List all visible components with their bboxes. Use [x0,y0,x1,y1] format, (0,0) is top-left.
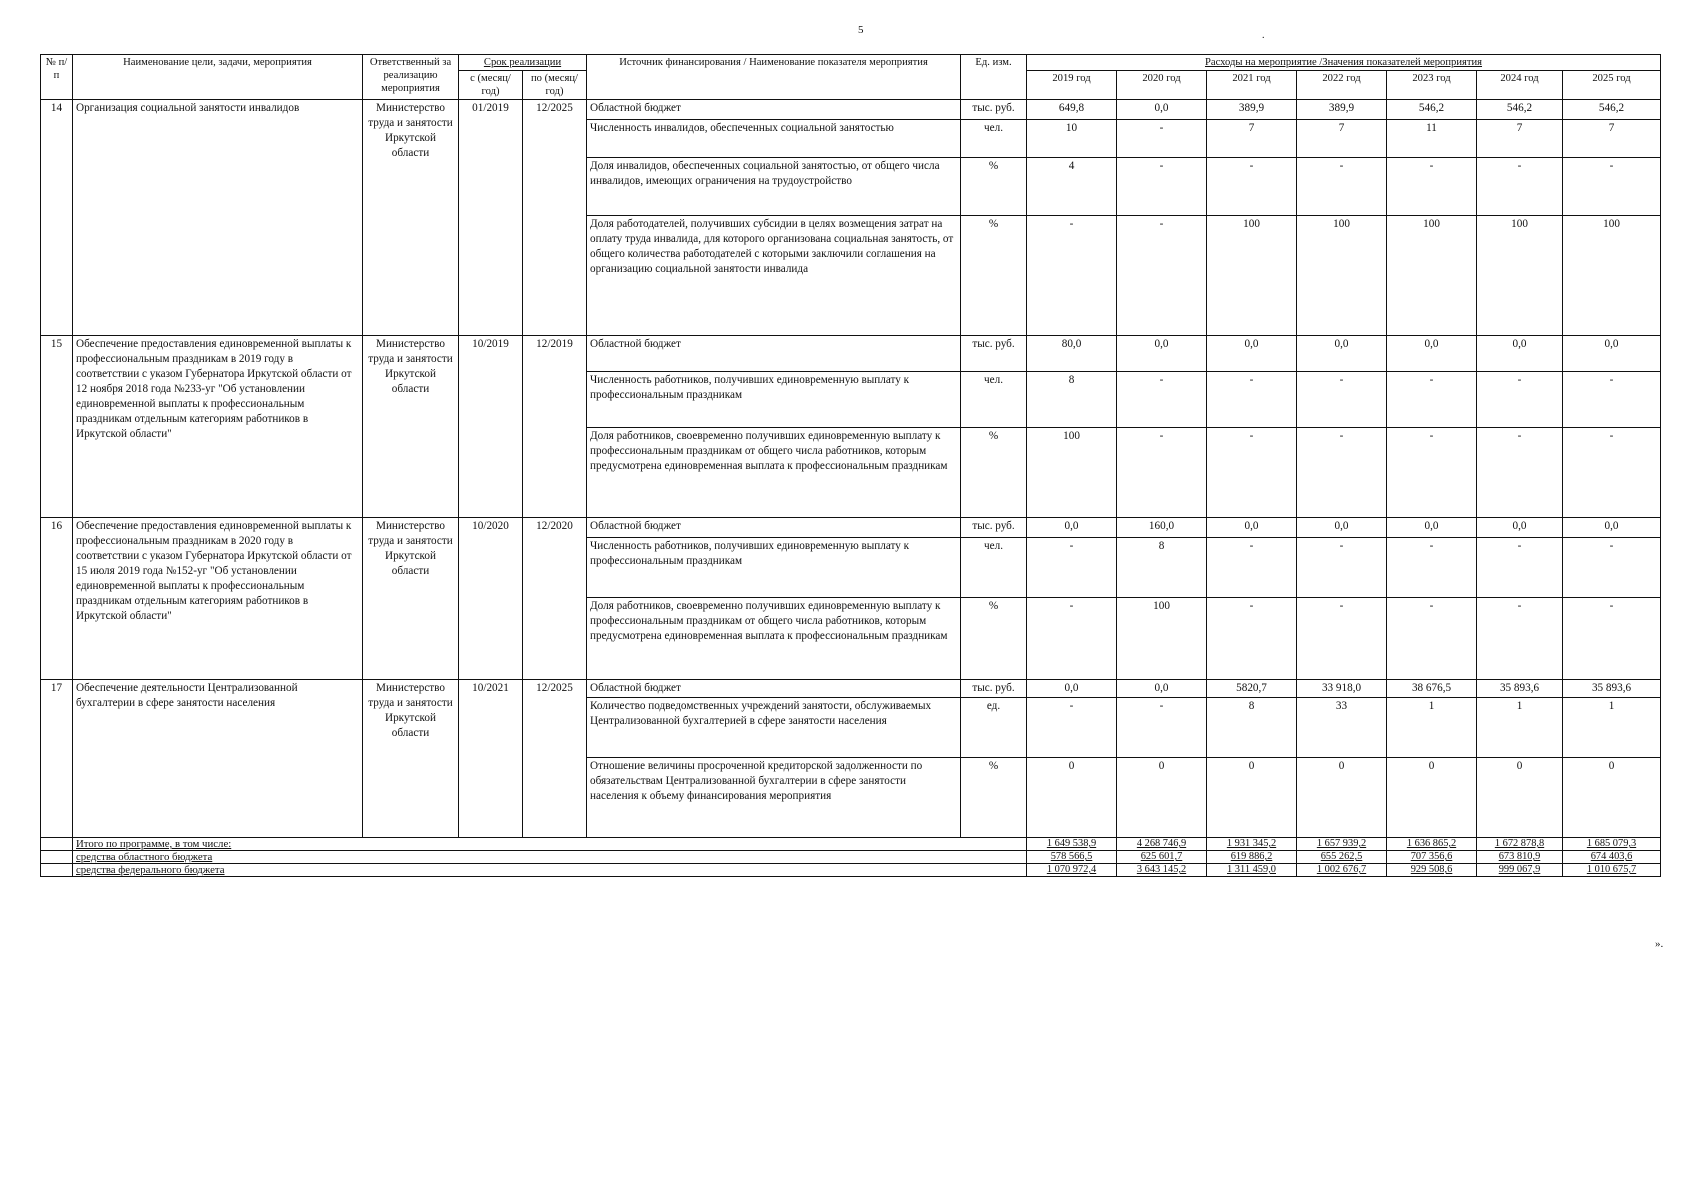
total-value: 655 262,5 [1297,851,1387,864]
year-value: 35 893,6 [1563,680,1661,698]
year-value: 7 [1297,120,1387,158]
header-year: 2025 год [1563,71,1661,100]
unit: % [961,758,1027,838]
source-indicator: Численность работников, получивших единовременную выплату к профессиональным праздникам [587,372,961,428]
source-indicator: Численность инвалидов, обеспеченных социальной занятостью [587,120,961,158]
total-value: 1 649 538,9 [1027,838,1117,851]
year-value: - [1297,428,1387,518]
header-name: Наименование цели, задачи, мероприятия [73,55,363,100]
year-value: 0,0 [1477,518,1563,538]
unit: % [961,158,1027,216]
responsible-body: Министерство труда и занятости Иркутской области [363,518,459,680]
source-indicator: Доля работников, своевременно получивших единовременную выплату к профессиональным праздникам от общего числа работников, которым предусмотрена единовременная выплата к профессиональным праздникам [587,598,961,680]
year-value: 0,0 [1297,518,1387,538]
total-value: 673 810,9 [1477,851,1563,864]
header-year: 2024 год [1477,71,1563,100]
year-value: - [1207,538,1297,598]
year-value: 0,0 [1387,518,1477,538]
measure-name: Обеспечение деятельности Централизованной бухгалтерии в сфере занятости населения [73,680,363,838]
year-value: 100 [1027,428,1117,518]
unit: тыс. руб. [961,518,1027,538]
total-value: 578 566,5 [1027,851,1117,864]
header-source: Источник финансирования / Наименование показателя мероприятия [587,55,961,100]
header-period-from: с (месяц/ год) [459,71,523,100]
year-value: 38 676,5 [1387,680,1477,698]
measure-name: Обеспечение предоставления единовременной выплаты к профессиональным праздникам в 2020 году в соответствии с указом Губернатора Иркутской области от 15 июля 2019 года №152-уг "Об установлении единовременной выплаты к профессиональным праздникам отдельным категориям работников в Иркутской области" [73,518,363,680]
measure-name: Обеспечение предоставления единовременной выплаты к профессиональным праздникам в 2019 году в соответствии с указом Губернатора Иркутской области от 12 ноября 2018 года №233-уг "Об установлении единовременной выплаты к профессиональным праздникам отдельным категориям работников в Иркутской области" [73,336,363,518]
year-value: 80,0 [1027,336,1117,372]
year-value: - [1387,598,1477,680]
total-value: 1 070 972,4 [1027,864,1117,877]
year-value: - [1297,372,1387,428]
year-value: - [1563,158,1661,216]
year-value: 100 [1387,216,1477,336]
year-value: 0,0 [1117,100,1207,120]
year-value: 546,2 [1563,100,1661,120]
total-value: 1 311 459,0 [1207,864,1297,877]
year-value: - [1207,158,1297,216]
measure-row [41,518,1661,538]
year-value: 11 [1387,120,1477,158]
total-value: 1 931 345,2 [1207,838,1297,851]
period-from: 10/2021 [459,680,523,838]
closing-quote: ». [1655,938,1664,950]
total-value: 1 672 878,8 [1477,838,1563,851]
year-value: - [1387,538,1477,598]
stray-mark: . [1262,30,1265,41]
year-value: 0,0 [1297,336,1387,372]
year-value: 0,0 [1477,336,1563,372]
total-value: 3 643 145,2 [1117,864,1207,877]
total-value: 707 356,6 [1387,851,1477,864]
unit: % [961,428,1027,518]
period-from: 10/2019 [459,336,523,518]
header-num: № п/п [41,55,73,100]
header-period: Срок реализации [459,55,587,71]
row-number: 14 [41,100,73,336]
year-value: 546,2 [1477,100,1563,120]
year-value: - [1027,538,1117,598]
year-value: - [1477,598,1563,680]
source-indicator: Отношение величины просроченной кредиторской задолженности по обязательствам Централизованной бухгалтерии в сфере занятости населения к объему финансирования мероприятия [587,758,961,838]
header-year: 2023 год [1387,71,1477,100]
row-number: 15 [41,336,73,518]
year-value: - [1297,538,1387,598]
total-row [41,851,1661,864]
unit: тыс. руб. [961,680,1027,698]
responsible-body: Министерство труда и занятости Иркутской области [363,680,459,838]
year-value: - [1027,598,1117,680]
year-value: - [1563,372,1661,428]
year-value: 8 [1207,698,1297,758]
year-value: 100 [1117,598,1207,680]
unit: % [961,598,1027,680]
program-table [40,54,1661,877]
total-value: 1 010 675,7 [1563,864,1661,877]
unit: ед. [961,698,1027,758]
source-indicator: Доля работодателей, получивших субсидии в целях возмещения затрат на оплату труда инвалида, для которого организована социальная занятость, от общего количества работодателей с которыми заключили соглашения на организацию социальной занятости инвалида [587,216,961,336]
row-number: 17 [41,680,73,838]
unit: % [961,216,1027,336]
total-value: 625 601,7 [1117,851,1207,864]
measure-row [41,100,1661,120]
year-value: - [1297,598,1387,680]
year-value: 0,0 [1027,518,1117,538]
unit: тыс. руб. [961,336,1027,372]
year-value: - [1027,216,1117,336]
unit: тыс. руб. [961,100,1027,120]
year-value: 0,0 [1387,336,1477,372]
year-value: 0,0 [1027,680,1117,698]
source-indicator: Областной бюджет [587,336,961,372]
year-value: 100 [1297,216,1387,336]
unit: чел. [961,120,1027,158]
source-indicator: Областной бюджет [587,518,961,538]
year-value: 7 [1477,120,1563,158]
year-value: 1 [1477,698,1563,758]
year-value: 0 [1117,758,1207,838]
year-value: - [1117,372,1207,428]
header-responsible: Ответственный за реализацию мероприятия [363,55,459,100]
year-value: 33 918,0 [1297,680,1387,698]
year-value: 0,0 [1207,336,1297,372]
year-value: 33 [1297,698,1387,758]
total-value: 999 067,9 [1477,864,1563,877]
total-label: Итого по программе, в том числе: [73,838,1027,851]
year-value: - [1207,598,1297,680]
total-blank-cell [41,851,73,864]
source-indicator: Доля инвалидов, обеспеченных социальной занятостью, от общего числа инвалидов, имеющих ограничения на трудоустройство [587,158,961,216]
source-indicator: Областной бюджет [587,680,961,698]
total-value: 674 403,6 [1563,851,1661,864]
header-year: 2021 год [1207,71,1297,100]
responsible-body: Министерство труда и занятости Иркутской области [363,100,459,336]
year-value: - [1117,698,1207,758]
year-value: - [1477,428,1563,518]
year-value: 0 [1297,758,1387,838]
year-value: - [1477,372,1563,428]
year-value: 0 [1027,758,1117,838]
year-value: 0 [1387,758,1477,838]
total-label: средства федерального бюджета [73,864,1027,877]
year-value: 0 [1563,758,1661,838]
year-value: 649,8 [1027,100,1117,120]
source-indicator: Областной бюджет [587,100,961,120]
total-blank-cell [41,864,73,877]
total-value: 929 508,6 [1387,864,1477,877]
period-from: 01/2019 [459,100,523,336]
total-row [41,864,1661,877]
total-value: 1 685 079,3 [1563,838,1661,851]
period-to: 12/2025 [523,680,587,838]
row-number: 16 [41,518,73,680]
year-value: - [1117,428,1207,518]
year-value: - [1563,598,1661,680]
year-value: 8 [1027,372,1117,428]
header-row-1 [41,55,1661,71]
year-value: - [1207,428,1297,518]
year-value: 4 [1027,158,1117,216]
year-value: - [1117,216,1207,336]
page-number: 5 [858,24,864,36]
year-value: - [1563,428,1661,518]
total-label: средства областного бюджета [73,851,1027,864]
total-value: 619 886,2 [1207,851,1297,864]
year-value: - [1117,120,1207,158]
year-value: 0 [1477,758,1563,838]
year-value: 1 [1387,698,1477,758]
year-value: 5820,7 [1207,680,1297,698]
unit: чел. [961,538,1027,598]
total-row [41,838,1661,851]
source-indicator: Доля работников, своевременно получивших единовременную выплату к профессиональным праздникам от общего числа работников, которым предусмотрена единовременная выплата к профессиональным праздникам [587,428,961,518]
unit: чел. [961,372,1027,428]
header-period-to: по (месяц/ год) [523,71,587,100]
year-value: 1 [1563,698,1661,758]
source-indicator: Количество подведомственных учреждений занятости, обслуживаемых Централизованной бухгалтерией в сфере занятости населения [587,698,961,758]
table-body [41,100,1661,838]
year-value: 0,0 [1207,518,1297,538]
year-value: - [1563,538,1661,598]
year-value: 10 [1027,120,1117,158]
period-to: 12/2020 [523,518,587,680]
year-value: 546,2 [1387,100,1477,120]
total-blank-cell [41,838,73,851]
header-year: 2019 год [1027,71,1117,100]
period-to: 12/2025 [523,100,587,336]
year-value: 0,0 [1563,336,1661,372]
year-value: 160,0 [1117,518,1207,538]
total-value: 4 268 746,9 [1117,838,1207,851]
header-unit: Ед. изм. [961,55,1027,100]
year-value: 7 [1563,120,1661,158]
period-to: 12/2019 [523,336,587,518]
header-expenses: Расходы на мероприятие /Значения показателей мероприятия [1027,55,1661,71]
total-value: 1 657 939,2 [1297,838,1387,851]
measure-name: Организация социальной занятости инвалидов [73,100,363,336]
total-value: 1 636 865,2 [1387,838,1477,851]
year-value: 389,9 [1207,100,1297,120]
measure-row [41,680,1661,698]
year-value: - [1387,158,1477,216]
year-value: 0,0 [1563,518,1661,538]
header-year: 2020 год [1117,71,1207,100]
year-value: - [1207,372,1297,428]
year-value: - [1027,698,1117,758]
year-value: - [1117,158,1207,216]
source-indicator: Численность работников, получивших единовременную выплату к профессиональным праздникам [587,538,961,598]
year-value: 100 [1563,216,1661,336]
year-value: - [1297,158,1387,216]
year-value: 0 [1207,758,1297,838]
year-value: 7 [1207,120,1297,158]
year-value: - [1477,538,1563,598]
responsible-body: Министерство труда и занятости Иркутской области [363,336,459,518]
year-value: 100 [1207,216,1297,336]
totals-body [41,838,1661,877]
program-table-container [40,54,1660,877]
year-value: 8 [1117,538,1207,598]
measure-row [41,336,1661,372]
year-value: - [1387,372,1477,428]
year-value: 35 893,6 [1477,680,1563,698]
year-value: - [1387,428,1477,518]
year-value: - [1477,158,1563,216]
year-value: 0,0 [1117,680,1207,698]
period-from: 10/2020 [459,518,523,680]
year-value: 389,9 [1297,100,1387,120]
header-year: 2022 год [1297,71,1387,100]
total-value: 1 002 676,7 [1297,864,1387,877]
year-value: 0,0 [1117,336,1207,372]
year-value: 100 [1477,216,1563,336]
